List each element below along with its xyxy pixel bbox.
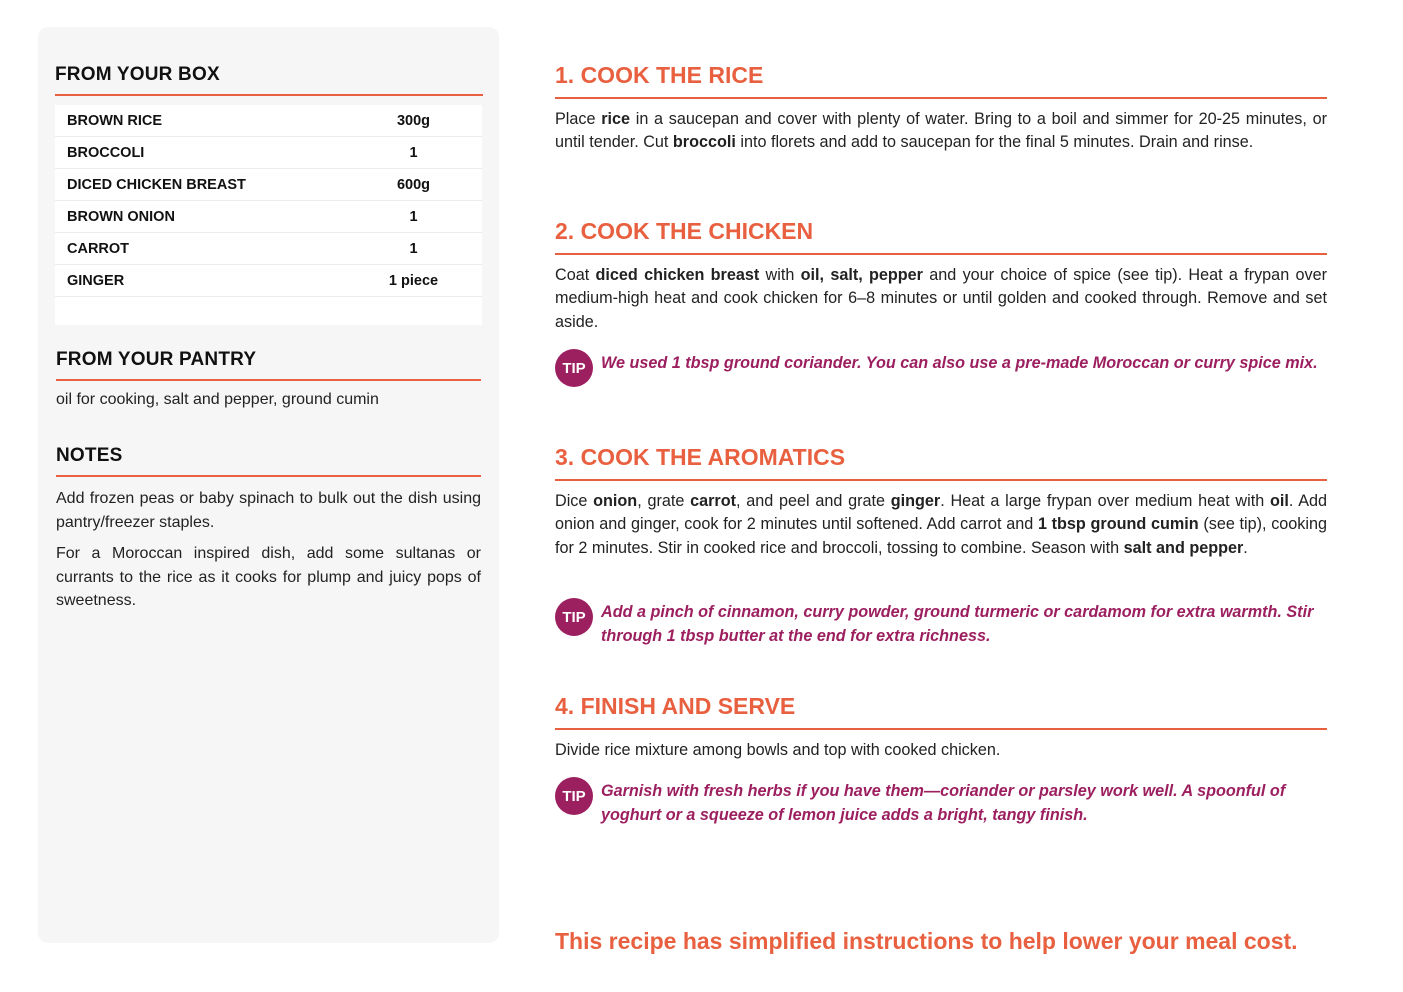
step-body: Place rice in a saucepan and cover with plenty of water. Bring to a boil and simmer for 20-25 minutes, or until tender. Cut broccoli into florets and add to saucepan for the final 5 minutes. Drain and rinse.	[555, 110, 1327, 152]
ingredient-name: BROWN ONION	[67, 208, 175, 225]
bold-ingredient: carrot	[690, 492, 736, 510]
ingredient-name: BROWN RICE	[67, 112, 163, 129]
pantry-items: oil for cooking, salt and pepper, ground cumin	[56, 391, 379, 408]
bold-ingredient: diced chicken breast	[595, 266, 760, 284]
ingredient-name: DICED CHICKEN BREAST	[67, 176, 246, 193]
tip-text: We used 1 tbsp ground coriander. You can also use a pre-made Moroccan or curry spice mix.	[601, 354, 1318, 372]
ingredient-name: GINGER	[67, 272, 125, 289]
tip-badge: TIP	[555, 349, 593, 387]
ingredient-qty: 1 piece	[388, 272, 439, 289]
ingredient-name: BROCCOLI	[67, 144, 145, 161]
bold-ingredient: oil, salt, pepper	[800, 266, 923, 284]
table-row	[55, 105, 482, 137]
tip-text: Add a pinch of cinnamon, curry powder, ground turmeric or cardamom for extra warmth. Stir through 1 tbsp butter at the end for extra richness.	[601, 603, 1314, 645]
step-title: 4. FINISH AND SERVE	[555, 693, 1327, 730]
table-row	[55, 201, 482, 233]
table-row	[55, 137, 482, 169]
tip-text: Garnish with fresh herbs if you have them—coriander or parsley work well. A spoonful of yoghurt or a squeeze of lemon juice adds a bright, tangy finish.	[601, 782, 1286, 824]
table-row	[55, 265, 482, 297]
ingredient-qty: 300g	[396, 112, 431, 129]
notes-body	[56, 487, 481, 621]
ingredients-sidebar	[38, 27, 499, 943]
step-body: Dice onion, grate carrot, and peel and grate ginger. Heat a large frypan over medium heat with oil. Add onion and ginger, cook for 2 minutes until softened. Add carrot and 1 tbsp ground cumin (see tip), cooking for 2 minutes. Stir in cooked rice and broccoli, tossing to combine. Season with salt and pepper.	[555, 492, 1328, 557]
bold-ingredient: 1 tbsp ground cumin	[1037, 515, 1199, 534]
from-your-box-heading: FROM YOUR BOX	[55, 64, 483, 96]
table-row	[55, 169, 482, 201]
step-title: 3. COOK THE AROMATICS	[555, 444, 1327, 481]
note-paragraph: For a Moroccan inspired dish, add some sultanas or currants to the rice as it cooks for plump and juicy pops of sweetness.	[56, 545, 481, 609]
bold-ingredient: broccoli	[672, 133, 736, 152]
footer-note: This recipe has simplified instructions to help lower your meal cost.	[555, 928, 1298, 954]
bold-ingredient: oil	[1269, 492, 1289, 510]
ingredients-table	[55, 105, 482, 325]
ingredient-qty: 1	[409, 144, 418, 161]
tip-badge: TIP	[555, 598, 593, 636]
ingredient-qty: 1	[409, 208, 418, 225]
table-row	[55, 233, 482, 265]
step-title: 2. COOK THE CHICKEN	[555, 218, 1327, 255]
bold-ingredient: rice	[601, 110, 631, 128]
bold-ingredient: onion	[593, 492, 638, 510]
ingredient-name: CARROT	[67, 240, 130, 257]
bold-ingredient: ginger	[890, 492, 941, 510]
notes-heading: NOTES	[56, 445, 481, 477]
tip-badge: TIP	[555, 777, 593, 815]
bold-ingredient: salt and pepper	[1123, 538, 1244, 557]
note-paragraph: Add frozen peas or baby spinach to bulk out the dish using pantry/freezer staples.	[56, 490, 481, 531]
ingredient-qty: 600g	[396, 176, 431, 193]
step-body: Coat diced chicken breast with oil, salt, pepper and your choice of spice (see tip). Heat a frypan over medium-high heat and cook chicken for 6–8 minutes or until golden and cooked through. Remove and set aside.	[555, 266, 1327, 331]
step-body: Divide rice mixture among bowls and top with cooked chicken.	[555, 741, 1001, 759]
from-your-pantry-heading: FROM YOUR PANTRY	[56, 349, 481, 381]
ingredient-qty: 1	[409, 240, 418, 257]
step-title: 1. COOK THE RICE	[555, 62, 1327, 99]
